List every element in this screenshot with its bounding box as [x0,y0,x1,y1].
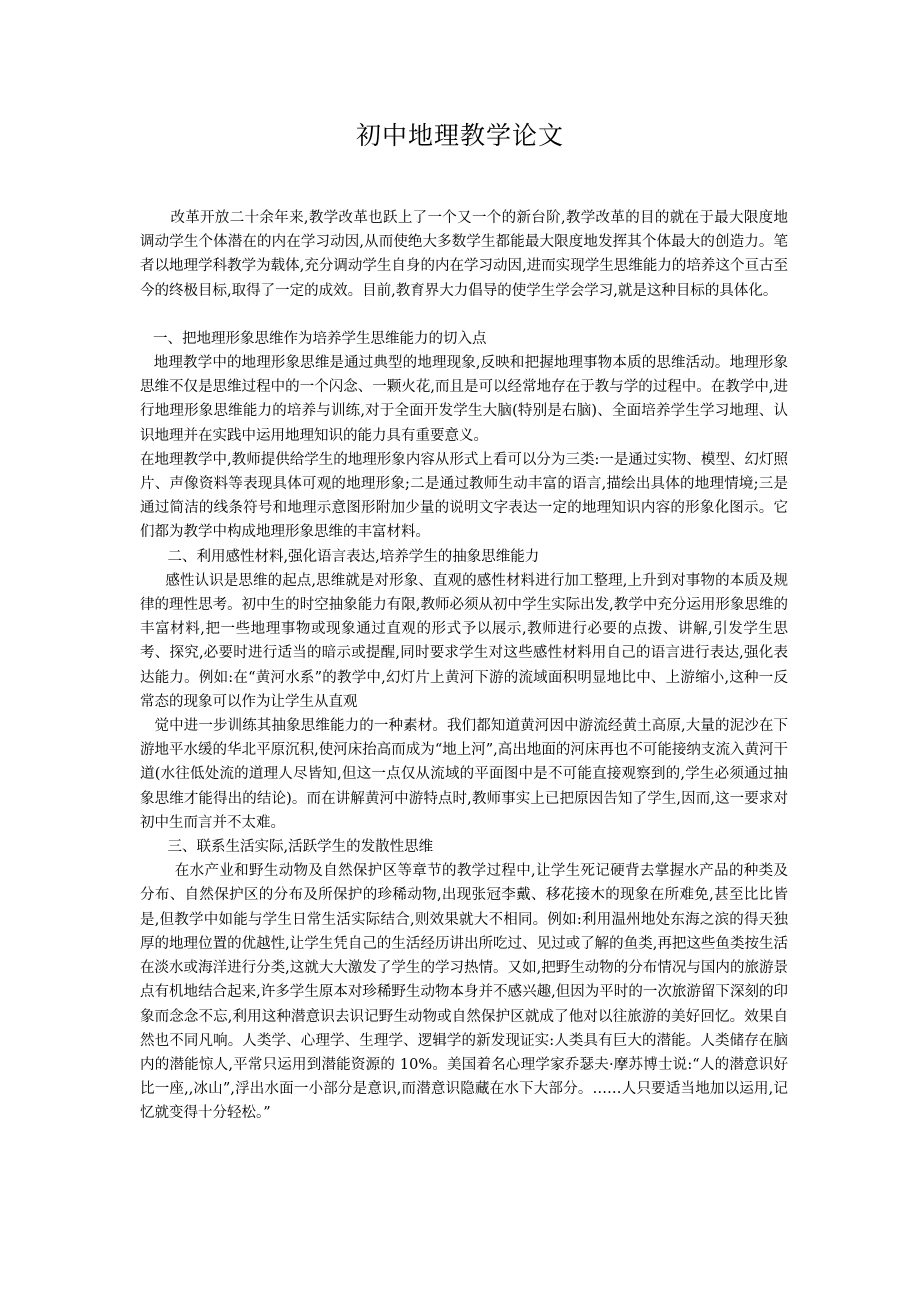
paragraph-gap [140,303,788,327]
section-heading-3: 三、联系生活实际,活跃学生的发散性思维 [167,839,434,856]
section-2-paragraph-1: 感性认识是思维的起点,思维就是对形象、直观的感性材料进行加工整理,上升到对事物的本质及规律的理性思考。初中生的时空抽象能力有限,教师必须从初中学生实际出发,教学中充分运用形象思维的丰富材料,把一些地理事物或现象通过直观的形式予以展示,教师进行必要的点拨、讲解,引发学生思考、探究,必要时进行适当的暗示或提醒,同时要求学生对这些感性材料用自己的语言进行表达,强化表达能力。例如:在“黄河水系”的教学中,幻灯片上黄河下游的流域面积明显地比中、上游缩小,这种一反常态的现象可以作为让学生从直观 [140,572,788,710]
section-heading-1: 一、把地理形象思维作为培养学生思维能力的切入点 [153,330,487,347]
section-1-paragraph-1: 地理教学中的地理形象思维是通过典型的地理现象,反映和把握地理事物本质的思维活动。地理形象思维不仅是思维过程中的一个闪念、一颗火花,而且是可以经常地存在于教与学的过程中。在教学中,进行地理形象思维能力的培养与训练,对于全面开发学生大脑(特别是右脑)、全面培养学生学习地理、认识地理并在实践中运用地理知识的能力具有重要意义。 [140,355,788,444]
section-2-paragraph-2: 觉中进一步训练其抽象思维能力的一种素材。我们都知道黄河因中游流经黄土高原,大量的泥沙在下游地平水缓的华北平原沉积,使河床抬高而成为“地上河”,高出地面的河床再也不可能接纳支流入黄河干道(水往低处流的道理人尽皆知,但这一点仅从流域的平面图中是不可能直接观察到的,学生必须通过抽象思维才能得出的结论)。而在讲解黄河中游特点时,教师事实上已把原因告知了学生,因而,这一要求对初中生而言并不太难。 [140,718,788,831]
section-3-paragraph-1: 在水产业和野生动物及自然保护区等章节的教学过程中,让学生死记硬背去掌握水产品的种类及分布、自然保护区的分布及所保护的珍稀动物,出现张冠李戴、移花接木的现象在所难免,甚至比比皆是,但教学中如能与学生日常生活实际结合,则效果就大不相同。例如:利用温州地处东海之滨的得天独厚的地理位置的优越性,让学生凭自己的生活经历讲出所吃过、见过或了解的鱼类,再把这些鱼类按生活在淡水或海洋进行分类,这就大大激发了学生的学习热情。又如,把野生动物的分布情况与国内的旅游景点有机地结合起来,许多学生原本对珍稀野生动物本身并不感兴趣,但因为平时的一次旅游留下深刻的印象而念念不忘,利用这种潜意识去识记野生动物或自然保护区就成了他对以往旅游的美好回忆。效果自然也不同凡响。人类学、心理学、生理学、逻辑学的新发现证实:人类具有巨大的潜能。人类储存在脑内的潜能惊人,平常只运用到潜能资源的 10%。美国着名心理学家乔瑟夫·摩苏博士说:“人的潜意识好比一座,,冰山”,浮出水面一小部分是意识,而潜意识隐藏在水下大部分。……人只要适当地加以运用,记忆就变得十分轻松。” [140,863,788,1122]
page-title: 初中地理教学论文 [355,121,564,150]
intro-paragraph: 改革开放二十余年来,教学改革也跃上了一个又一个的新台阶,教学改革的目的就在于最大限度地调动学生个体潜在的内在学习动因,从而使绝大多数学生都能最大限度地发挥其个体最大的创造力。笔者以地理学科教学为载体,充分调动学生自身的内在学习动因,进而实现学生思维能力的培养这个亘古至今的终极目标,取得了一定的成效。目前,教育界大力倡导的使学生学会学习,就是这种目标的具体化。 [140,210,788,299]
document-body [140,206,788,1126]
section-heading-2: 二、利用感性材料,强化语言表达,培养学生的抽象思维能力 [167,548,540,565]
section-1-paragraph-2: 在地理教学中,教师提供给学生的地理形象内容从形式上看可以分为三类:一是通过实物、模型、幻灯照片、声像资料等表现具体可观的地理形象;二是通过教师生动丰富的语言,描绘出具体的地理情境;三是通过简洁的线条符号和地理示意图形附加少量的说明文字表达一定的地理知识内容的形象化图示。它们都为教学中构成地理形象思维的丰富材料。 [140,451,788,541]
